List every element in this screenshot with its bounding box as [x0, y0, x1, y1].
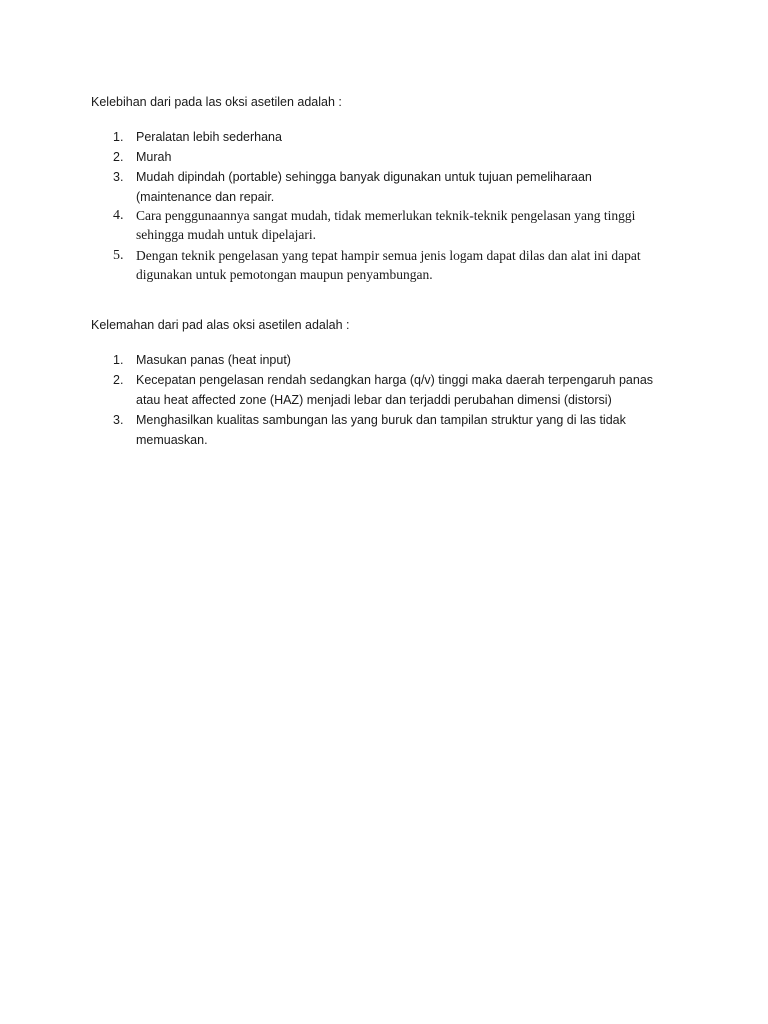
list-item-number: 4. [113, 208, 124, 223]
list-item [91, 370, 671, 410]
list-item [91, 350, 671, 370]
list-item-text: Dengan teknik pengelasan yang tepat hampir semua jenis logam dapat dilas dan alat ini dapat digunakan untuk pemotongan maupun penyambungan. [136, 248, 641, 282]
list-item-number: 1. [113, 353, 124, 367]
list-item-number: 3. [113, 413, 124, 427]
disadvantages-list [91, 350, 671, 450]
advantages-list [91, 127, 671, 284]
list-item-text: Murah [136, 150, 172, 164]
list-item-text: Menghasilkan kualitas sambungan las yang buruk dan tampilan struktur yang di las tidak memuaskan. [136, 413, 626, 447]
disadvantages-section [91, 316, 671, 450]
list-item-number: 5. [113, 248, 124, 263]
list-item-number: 1. [113, 130, 124, 144]
list-item [91, 207, 671, 244]
disadvantages-heading: Kelemahan dari pad alas oksi asetilen adalah : [91, 318, 350, 332]
advantages-heading: Kelebihan dari pada las oksi asetilen adalah : [91, 95, 342, 109]
list-item [91, 127, 671, 147]
list-item-text: Mudah dipindah (portable) sehingga banyak digunakan untuk tujuan pemeliharaan (maintenance dan repair. [136, 170, 592, 204]
list-item-number: 3. [113, 170, 124, 184]
list-item-text: Peralatan lebih sederhana [136, 130, 282, 144]
list-item [91, 167, 671, 207]
list-item-text: Kecepatan pengelasan rendah sedangkan harga (q/v) tinggi maka daerah terpengaruh panas atau heat affected zone (HAZ) menjadi lebar dan terjaddi perubahan dimensi (distorsi) [136, 373, 654, 407]
list-item-text: Masukan panas (heat input) [136, 353, 291, 367]
list-item [91, 410, 671, 450]
list-item-number: 2. [113, 150, 124, 164]
advantages-section [91, 93, 671, 284]
list-item-text: Cara penggunaannya sangat mudah, tidak memerlukan teknik-teknik pengelasan yang tinggi sehingga mudah untuk dipelajari. [136, 208, 636, 242]
list-item [91, 147, 671, 167]
list-item-number: 2. [113, 373, 124, 387]
list-item [91, 247, 671, 284]
